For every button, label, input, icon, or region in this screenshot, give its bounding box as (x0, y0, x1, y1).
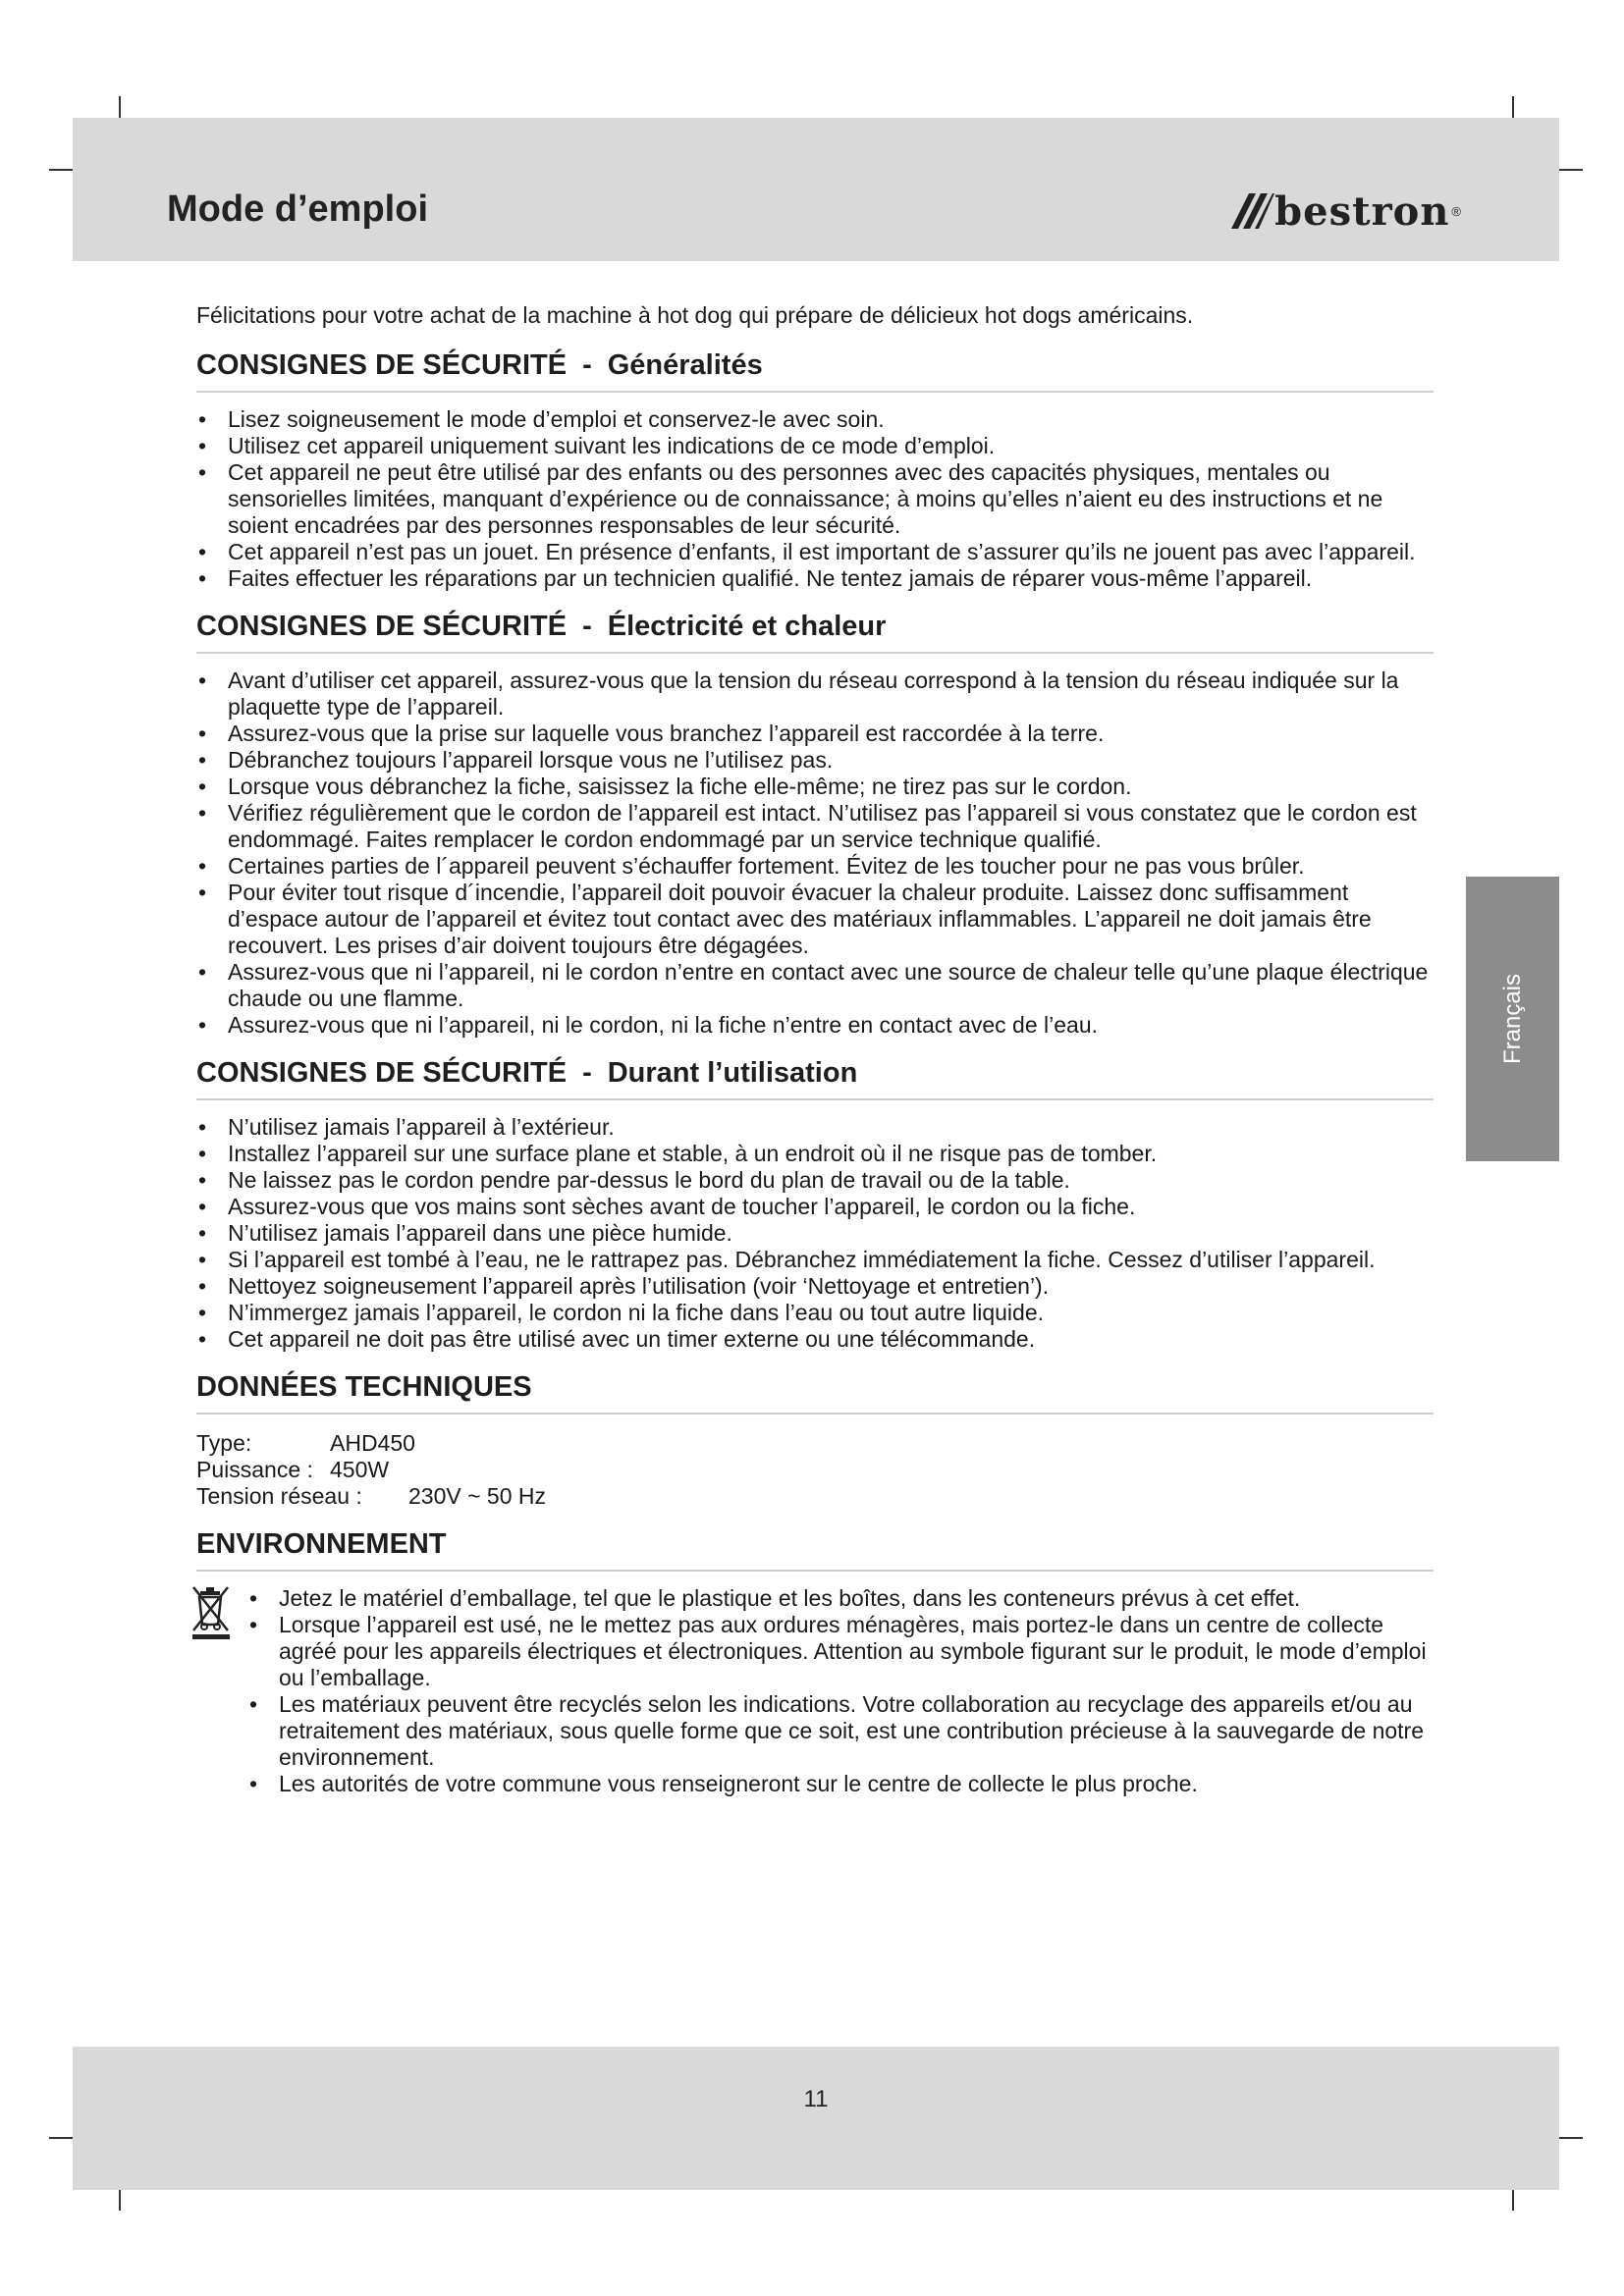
list-item: • Si l’appareil est tombé à l’eau, ne le rattrapez pas. Débranchez immédiatement la fiche. Cessez d’utiliser l’appareil. (196, 1247, 1434, 1273)
section-subtitle: Généralités (607, 349, 763, 381)
main-content (196, 294, 1434, 1819)
section-heading-electricity (196, 611, 1434, 654)
spec-row-type (196, 1430, 1434, 1457)
spec-value: 230V ~ 50 Hz (408, 1483, 547, 1509)
list-item: • Assurez-vous que la prise sur laquelle vous branchez l’appareil est raccordée à la terre. (196, 721, 1434, 747)
registered-mark: ® (1451, 203, 1461, 219)
header-band (73, 118, 1559, 261)
list-item: • Lorsque vous débranchez la fiche, saisissez la fiche elle-même; ne tirez pas sur le cordon. (196, 774, 1434, 800)
spec-label: Tension réseau : (196, 1483, 362, 1509)
section-title: CONSIGNES DE SÉCURITÉ (196, 1057, 568, 1089)
list-item: • Assurez-vous que ni l’appareil, ni le cordon, ni la fiche n’entre en contact avec de l’eau. (196, 1012, 1434, 1039)
environment-list (196, 1585, 1434, 1797)
brand-name: bestron (1274, 187, 1450, 235)
section-subtitle: Durant l’utilisation (607, 1057, 858, 1089)
intro-text: Félicitations pour votre achat de la machine à hot dog qui prépare de délicieux hot dogs américains. (196, 302, 1194, 328)
list-item: • Avant d’utiliser cet appareil, assurez-vous que la tension du réseau correspond à la tension du réseau indiquée sur la plaquette type de l’appareil. (196, 667, 1434, 721)
electricity-list (196, 667, 1434, 1039)
list-item: • Certaines parties de l´appareil peuvent s’échauffer fortement. Évitez de les toucher pour ne pas vous brûler. (196, 853, 1434, 880)
weee-crossed-bin-icon (190, 1585, 234, 1640)
page-number: 11 (803, 2086, 829, 2112)
list-item: • Les matériaux peuvent être recyclés selon les indications. Votre collaboration au recyclage des appareils et/ou au retraitement des matériaux, sous quelle forme que ce soit, est une contribution précieuse à la sauvegarde de notre environnement. (247, 1691, 1434, 1771)
section-separator: - (582, 611, 592, 642)
list-item: • Lorsque l’appareil est usé, ne le mettez pas aux ordures ménagères, mais portez-le dans un centre de collecte agréé pour les appareils électriques et électroniques. Attention au symbole figurant sur le produit, le mode d’emploi ou l’emballage. (247, 1612, 1434, 1691)
list-item: • N’utilisez jamais l’appareil dans une pièce humide. (196, 1220, 1434, 1247)
brand-chevron-icon (1229, 191, 1274, 231)
list-item: • Pour éviter tout risque d´incendie, l’appareil doit pouvoir évacuer la chaleur produite. Laissez donc suffisamment d’espace autour de l’appareil et évitez tout contact avec des matériaux inflammables. L’appareil ne doit jamais être recouvert. Les prises d’air doivent toujours être dégagées. (196, 880, 1434, 959)
list-item: • Cet appareil ne doit pas être utilisé avec un timer externe ou une télécommande. (196, 1326, 1434, 1353)
list-item: • Lisez soigneusement le mode d’emploi et conservez-le avec soin. (196, 406, 1434, 433)
spec-row-voltage (196, 1483, 1434, 1510)
list-item: • Cet appareil n’est pas un jouet. En présence d’enfants, il est important de s’assurer qu’ils ne jouent pas avec l’appareil. (196, 539, 1434, 565)
section-separator: - (582, 349, 592, 381)
list-item: • Faites effectuer les réparations par un technicien qualifié. Ne tentez jamais de réparer vous-même l’appareil. (196, 565, 1434, 592)
section-heading-general (196, 349, 1434, 393)
section-heading-environment: ENVIRONNEMENT (196, 1531, 1434, 1572)
spec-value: 450W (330, 1457, 390, 1482)
list-item: • Installez l’appareil sur une surface plane et stable, à un endroit où il ne risque pas de tomber. (196, 1141, 1434, 1167)
language-tab (1466, 877, 1559, 1161)
spec-row-power (196, 1457, 1434, 1483)
list-item: • Assurez-vous que ni l’appareil, ni le cordon n’entre en contact avec une source de chaleur telle qu’une plaque électrique chaude ou une flamme. (196, 959, 1434, 1012)
section-title: CONSIGNES DE SÉCURITÉ (196, 611, 568, 642)
list-item: • Débranchez toujours l’appareil lorsque vous ne l’utilisez pas. (196, 747, 1434, 774)
brand-logo (1229, 187, 1461, 236)
list-item: • Assurez-vous que vos mains sont sèches avant de toucher l’appareil, le cordon ou la fiche. (196, 1194, 1434, 1220)
list-item: • Nettoyez soigneusement l’appareil après l’utilisation (voir ‘Nettoyage et entretien’). (196, 1273, 1434, 1300)
section-heading-usage (196, 1057, 1434, 1100)
list-item: • Jetez le matériel d’emballage, tel que le plastique et les boîtes, dans les conteneurs prévus à cet effet. (247, 1585, 1434, 1612)
list-item: • Vérifiez régulièrement que le cordon de l’appareil est intact. N’utilisez pas l’appareil si vous constatez que le cordon est endommagé. Faites remplacer le cordon endommagé par un service technique qualifié. (196, 800, 1434, 853)
section-subtitle: Électricité et chaleur (607, 611, 887, 642)
list-item: • Ne laissez pas le cordon pendre par-dessus le bord du plan de travail ou de la table. (196, 1167, 1434, 1194)
usage-list (196, 1114, 1434, 1353)
list-item: • Cet appareil ne peut être utilisé par des enfants ou des personnes avec des capacités physiques, mentales ou sensorielles limitées, manquant d’expérience ou de connaissance; à moins qu’elles n’aient eu des instructions et ne soient encadrées par des personnes responsables de leur sécurité. (196, 459, 1434, 539)
spec-value: AHD450 (330, 1430, 415, 1456)
environment-block (196, 1585, 1434, 1797)
footer-band (73, 2047, 1559, 2190)
language-tab-label: Français (1498, 973, 1526, 1065)
list-item: • Les autorités de votre commune vous renseigneront sur le centre de collecte le plus proche. (247, 1771, 1434, 1797)
section-separator: - (582, 1057, 592, 1089)
section-heading-specs: DONNÉES TECHNIQUES (196, 1374, 1434, 1415)
spec-label: Type: (196, 1430, 252, 1456)
spec-label: Puissance : (196, 1457, 313, 1482)
general-list (196, 406, 1434, 592)
list-item: • Utilisez cet appareil uniquement suivant les indications de ce mode d’emploi. (196, 433, 1434, 459)
section-title: CONSIGNES DE SÉCURITÉ (196, 349, 568, 381)
list-item: • N’utilisez jamais l’appareil à l’extérieur. (196, 1114, 1434, 1141)
spec-table (196, 1430, 1434, 1510)
page-title: Mode d’emploi (167, 188, 428, 230)
list-item: • N’immergez jamais l’appareil, le cordon ni la fiche dans l’eau ou tout autre liquide. (196, 1300, 1434, 1326)
